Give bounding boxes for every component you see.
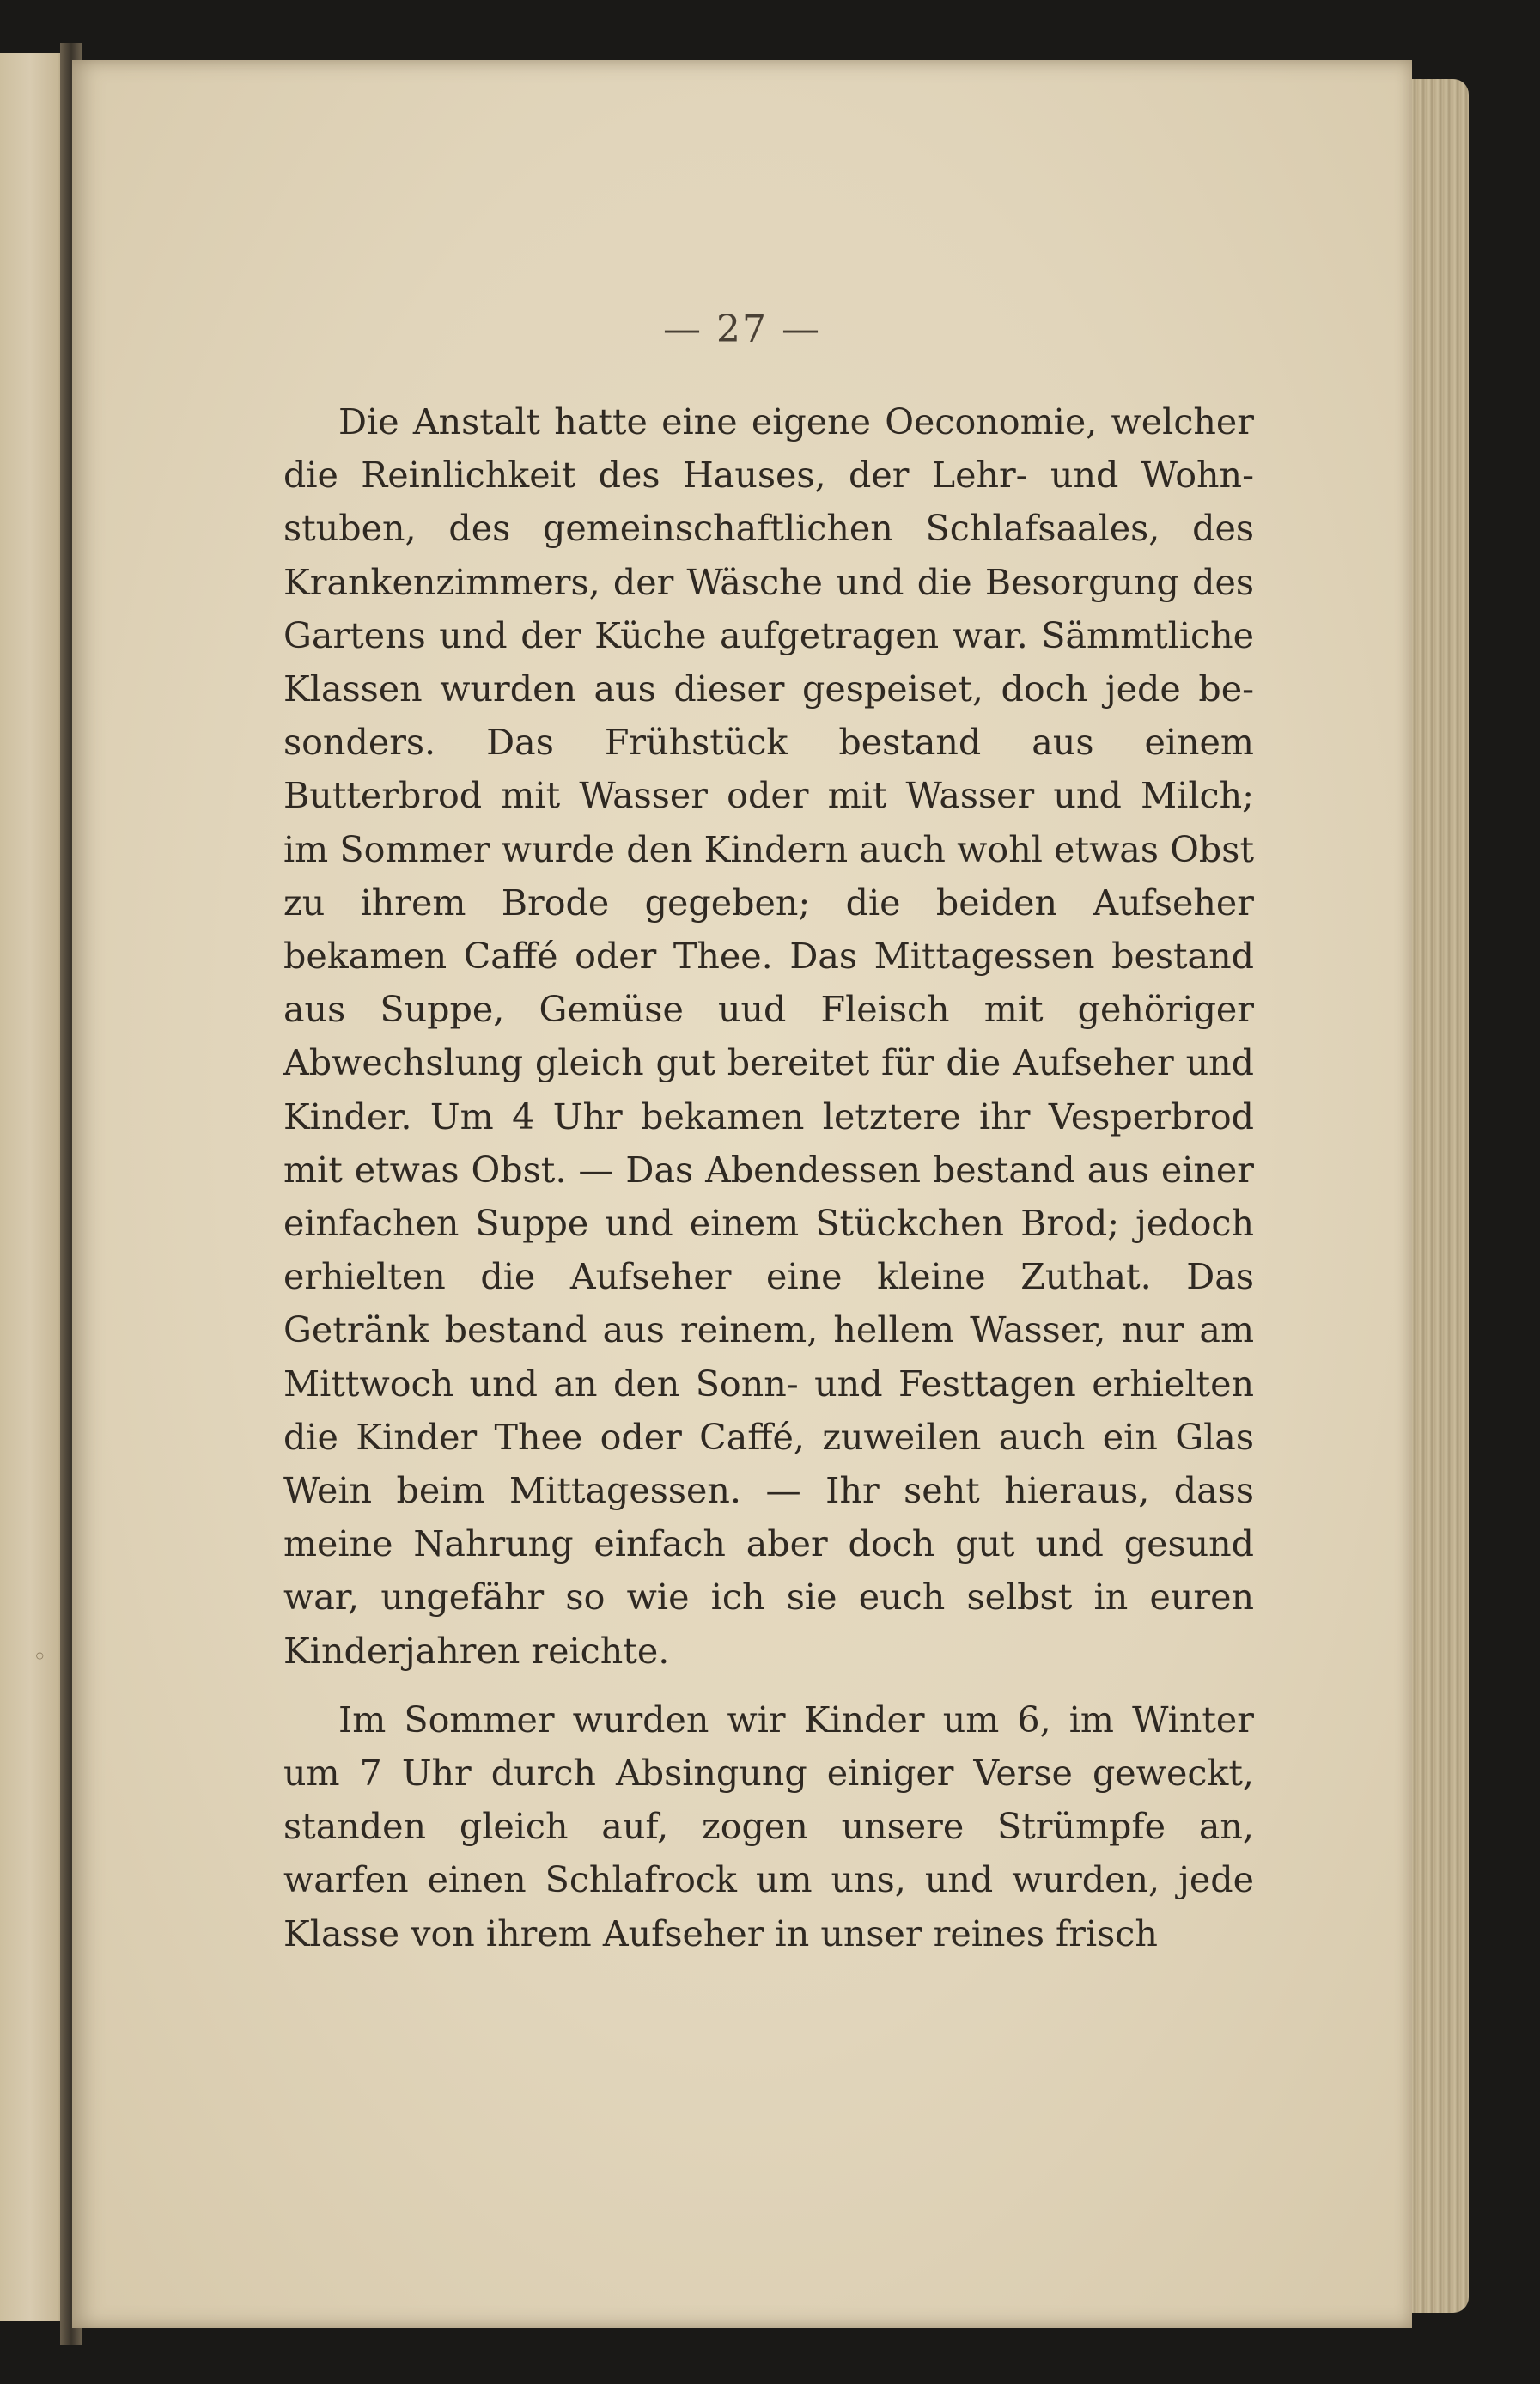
left-page-edge bbox=[0, 53, 67, 2321]
page-number: — 27 — bbox=[663, 308, 821, 351]
body-text bbox=[283, 395, 1254, 1960]
margin-mark: ◦ bbox=[33, 1643, 47, 1671]
paragraph: Die Anstalt hatte eine eigene Oeconomie, welcher die Reinlichkeit des Hauses, der Lehr- und Wohnstuben, des gemeinschaftlichen Schlafsaales, des Krankenzimmers, der Wäsche und die Besorgung des Gartens und der Küche aufgetragen war. Sämmtliche Klassen wurden aus dieser gespeiset, doch jede besonders. Das Frühstück bestand aus einem Butterbrod mit Wasser oder mit Wasser und Milch; im Sommer wurde den Kindern auch wohl etwas Obst zu ihrem Brode gegeben; die beiden Aufseher bekamen Caffé oder Thee. Das Mittagessen bestand aus Suppe, Gemüse uud Fleisch mit gehöriger Abwechslung gleich gut bereitet für die Aufseher und Kinder. Um 4 Uhr bekamen letztere ihr Vesperbrod mit etwas Obst. — Das Abendessen bestand aus einer einfachen Suppe und einem Stückchen Brod; jedoch erhielten die Aufseher eine kleine Zuthat. Das Getränk bestand aus reinem, hellem Wasser, nur am Mittwoch und an den Sonn- und Festtagen erhielten die Kinder Thee oder Caffé, zuweilen auch ein Glas Wein beim Mittagessen. — Ihr seht hieraus, dass meine Nahrung einfach aber doch gut und gesund war, ungefähr so wie ich sie euch selbst in euren Kinderjahren reichte. bbox=[283, 401, 1254, 1672]
paragraph: Im Sommer wurden wir Kinder um 6, im Winter um 7 Uhr durch Absingung einiger Verse geweckt, standen gleich auf, zogen unsere Strümpfe an, warfen einen Schlafrock um uns, und wurden, jede Klasse von ihrem Aufseher in unser reines frisch bbox=[283, 1698, 1254, 1954]
book-page bbox=[72, 60, 1412, 2328]
